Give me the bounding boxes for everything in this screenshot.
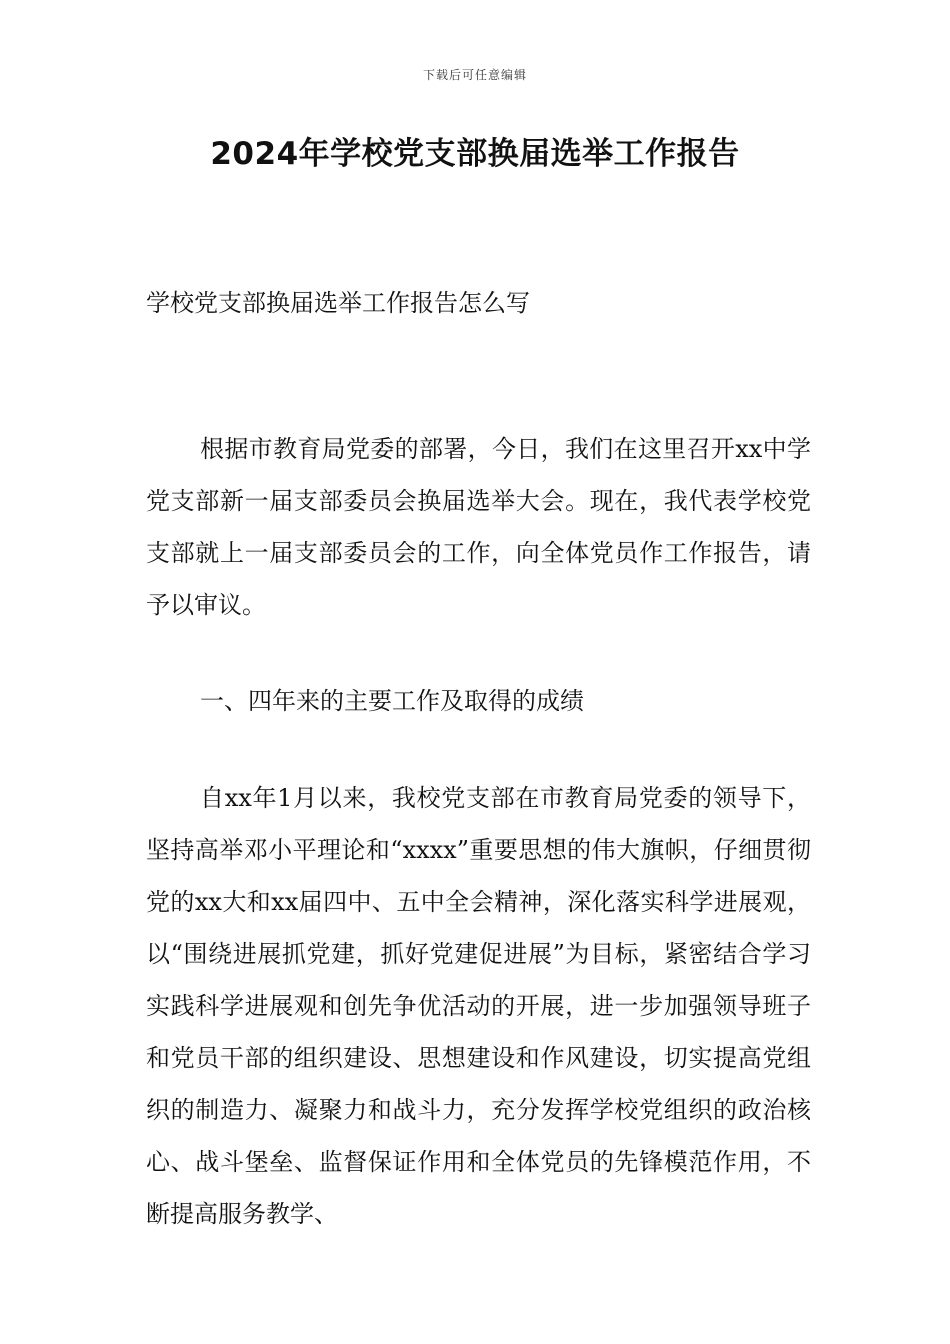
section-heading: 一、四年来的主要工作及取得的成绩: [200, 687, 584, 715]
document-subtitle: 学校党支部换届选举工作报告怎么写: [146, 289, 530, 317]
document-title: 2024年学校党支部换届选举工作报告: [210, 136, 740, 172]
body-paragraph-achievements: 自xx年1月以来，我校党支部在市教育局党委的领导下，坚持高举邓小平理论和“xxxx”重要思想的伟大旗帜，仔细贯彻党的xx大和xx届四中、五中全会精神，深化落实科学进展观，以“围绕进展抓党建，抓好党建促进展”为目标，紧密结合学习实践科学进展观和创先争优活动的开展，进一步加强领导班子和党员干部的组织建设、思想建设和作风建设，切实提高党组织的制造力、凝聚力和战斗力，充分发挥学校党组织的政治核心、战斗堡垒、监督保证作用和全体党员的先锋模范作用，不断提高服务教学、: [146, 784, 811, 1228]
header-note: 下载后可任意编辑: [422, 68, 527, 82]
body-paragraph-intro: 根据市教育局党委的部署，今日，我们在这里召开xx中学党支部新一届支部委员会换届选举大会。现在，我代表学校党支部就上一届支部委员会的工作，向全体党员作工作报告，请予以审议。: [146, 435, 811, 619]
